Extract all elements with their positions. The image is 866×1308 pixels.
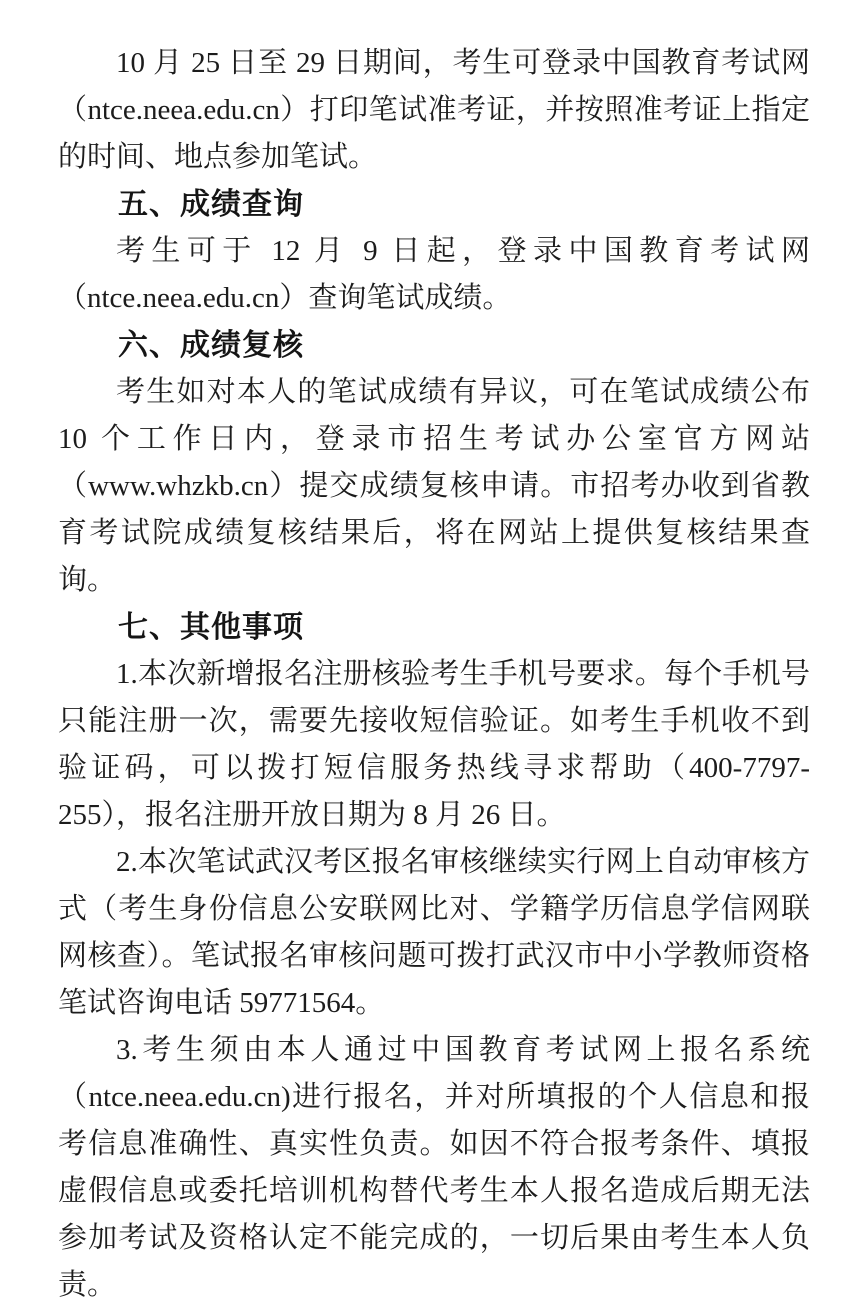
heading-section-6-score-review: 六、成绩复核 [118, 329, 304, 362]
paragraph-admission-ticket-printing: 10 月 25 日至 29 日期间，考生可登录中国教育考试网（ntce.neea.edu.cn）打印笔试准考证，并按照准考证上指定的时间、地点参加笔试。 [58, 47, 810, 173]
paragraph-other-item-2-online-review: 2.本次笔试武汉考区报名审核继续实行网上自动审核方式（考生身份信息公安联网比对、学籍学历信息学信网联网核查）。笔试报名审核问题可拨打武汉市中小学教师资格笔试咨询电话 59771564。 [58, 846, 810, 1019]
paragraph-other-item-3-self-registration: 3.考生须由本人通过中国教育考试网上报名系统（ntce.neea.edu.cn)进行报名，并对所填报的个人信息和报考信息准确性、真实性负责。如因不符合报考条件、填报虚假信息或委托培训机构替代考生本人报名造成后期无法参加考试及资格认定不能完成的，一切后果由考生本人负责。 [58, 1034, 810, 1301]
heading-section-7-other-matters: 七、其他事项 [118, 611, 304, 644]
paragraph-score-inquiry: 考生可于 12 月 9 日起，登录中国教育考试网（ntce.neea.edu.cn）查询笔试成绩。 [58, 235, 810, 314]
heading-section-5-score-inquiry: 五、成绩查询 [118, 188, 304, 221]
paragraph-score-review: 考生如对本人的笔试成绩有异议，可在笔试成绩公布 10 个工作日内，登录市招生考试办公室官方网站（www.whzkb.cn）提交成绩复核申请。市招考办收到省教育考试院成绩复核结果后，将在网站上提供复核结果查询。 [58, 376, 810, 596]
paragraph-other-item-1-phone-verification: 1.本次新增报名注册核验考生手机号要求。每个手机号只能注册一次，需要先接收短信验证。如考生手机收不到验证码，可以拨打短信服务热线寻求帮助（400-7797-255），报名注册开放日期为 8 月 26 日。 [58, 658, 810, 831]
